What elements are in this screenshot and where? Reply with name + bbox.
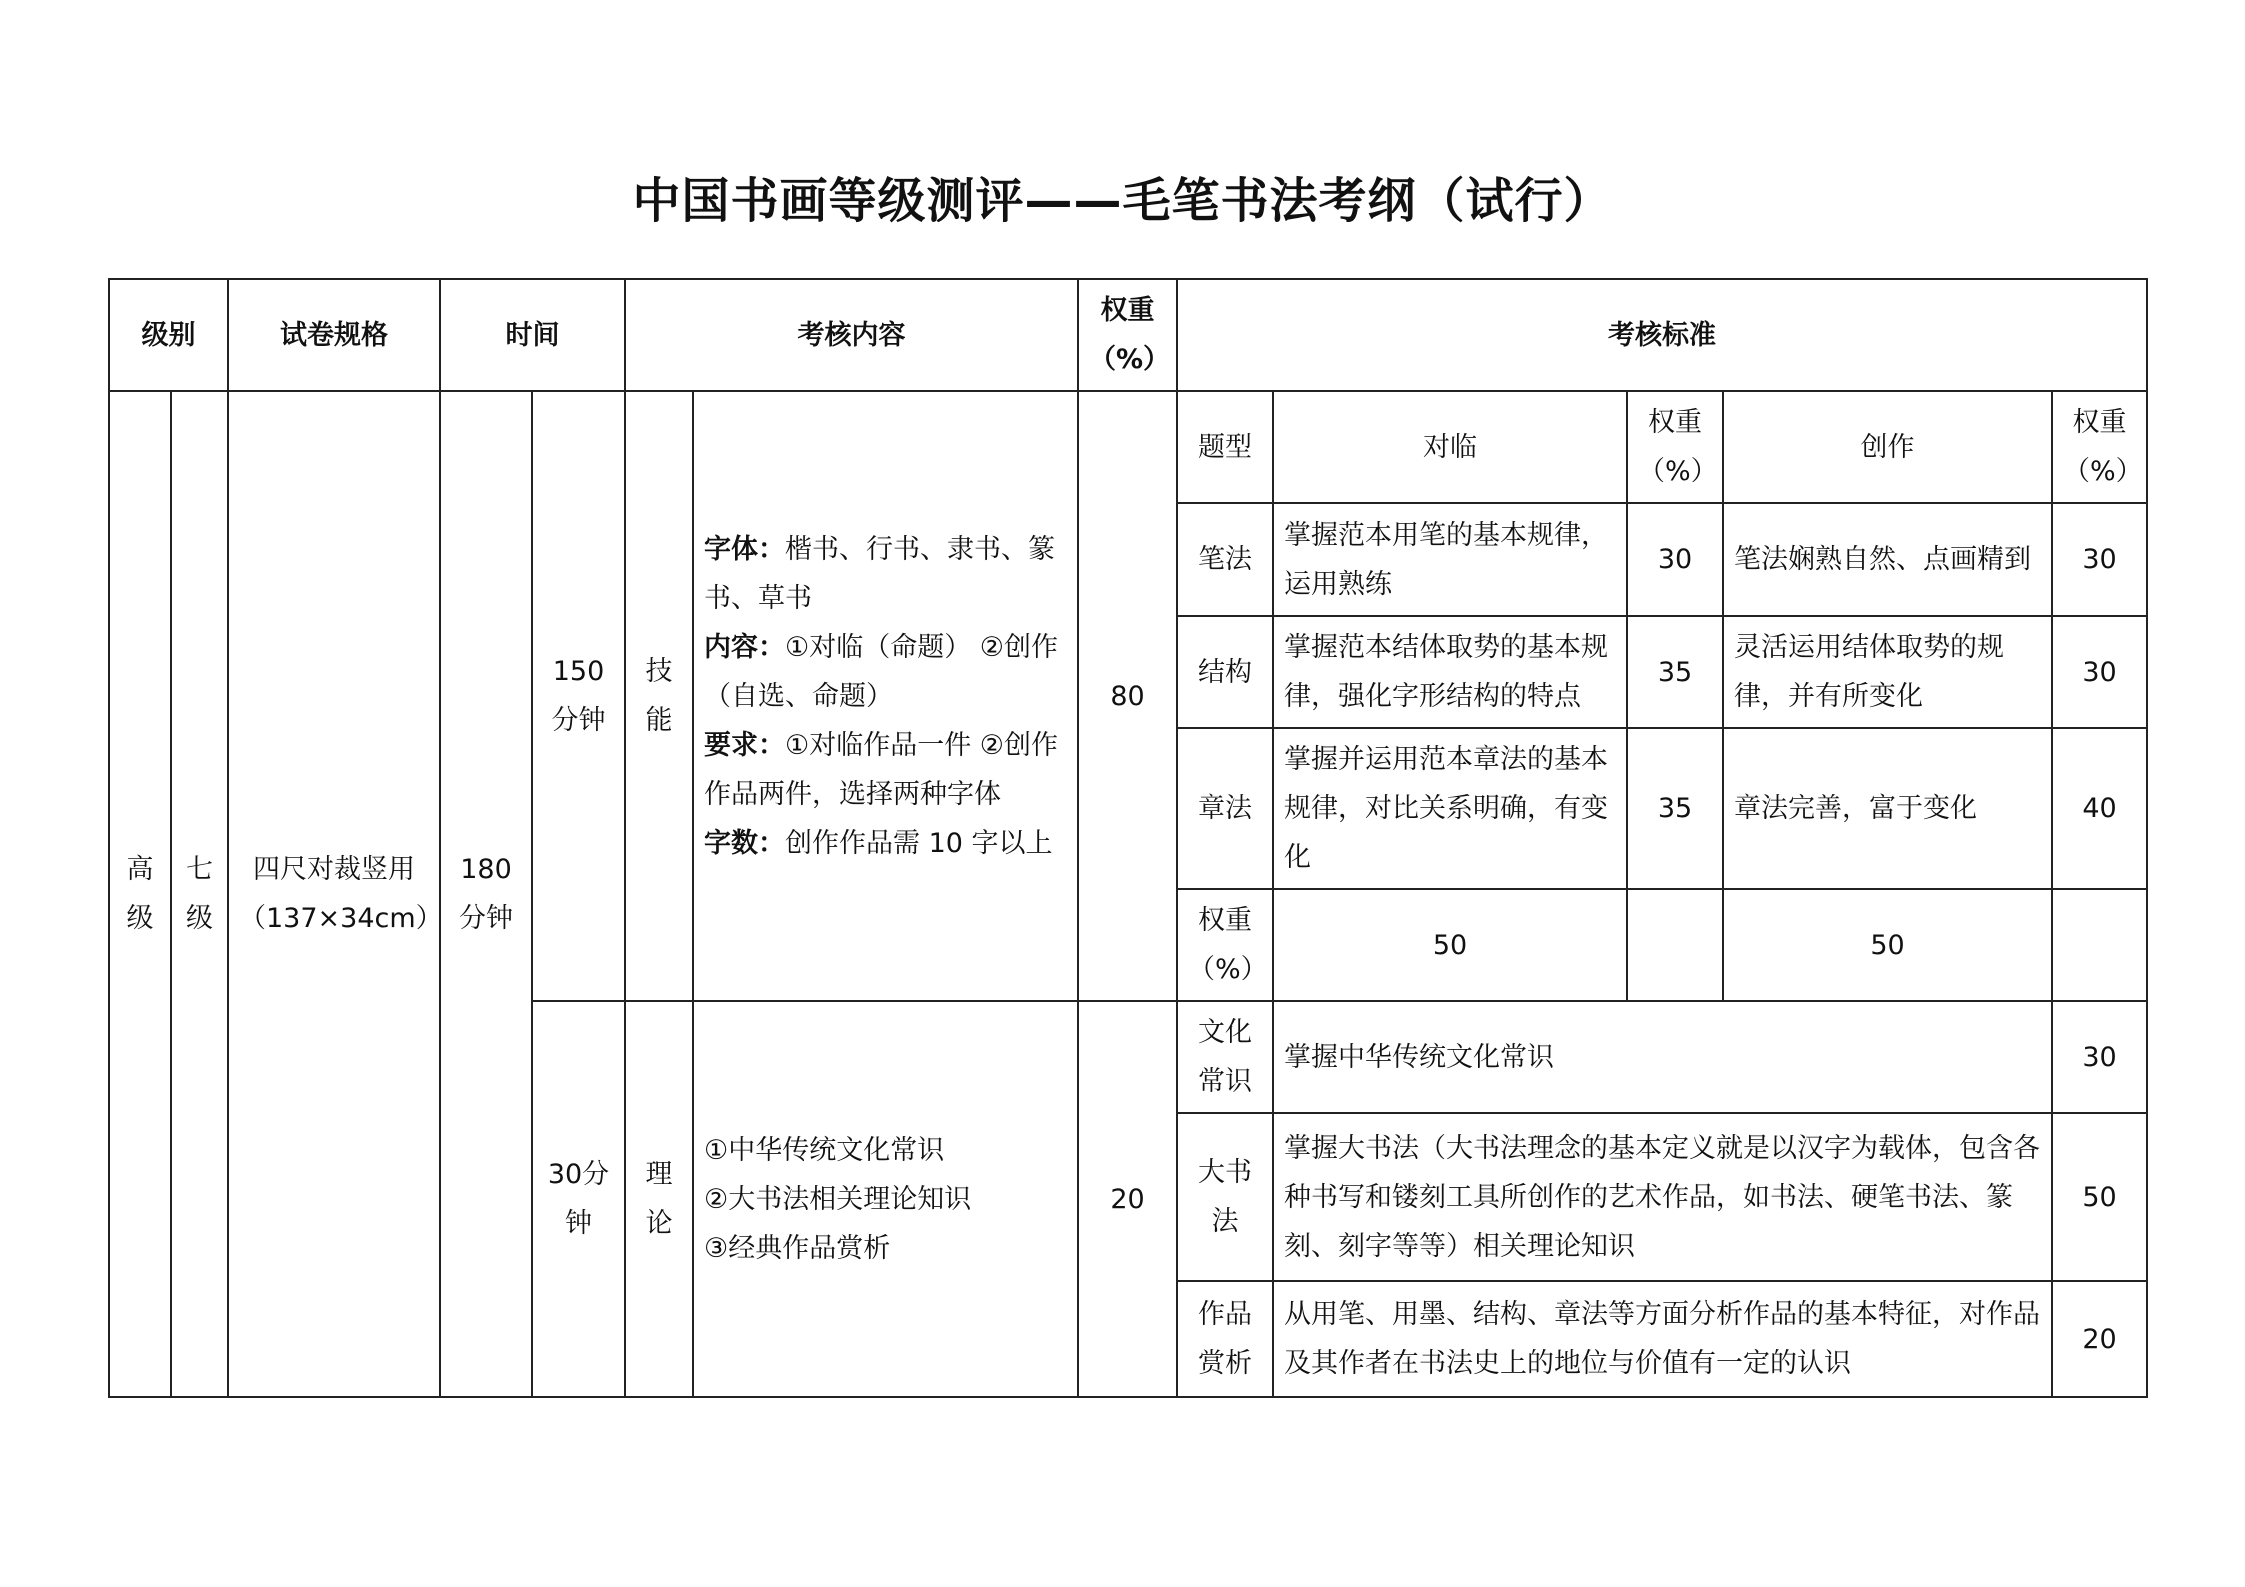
create-weight: 40 bbox=[2052, 728, 2147, 889]
skill-requirement-content: 内容：①对临（命题） ②创作（自选、命题） bbox=[704, 631, 1058, 712]
total-time: 180分钟 bbox=[440, 391, 532, 1397]
header-weight: 权重（%） bbox=[1078, 279, 1177, 391]
theory-item: ③经典作品赏析 bbox=[704, 1232, 891, 1264]
weight-row-label: 权重（%） bbox=[1177, 889, 1273, 1001]
sub-header-type: 题型 bbox=[1177, 391, 1273, 503]
theory-type: 文化常识 bbox=[1177, 1001, 1273, 1113]
weight-row-create-blank bbox=[2052, 889, 2147, 1001]
skill-type: 结构 bbox=[1177, 616, 1273, 728]
skill-weight: 80 bbox=[1078, 391, 1177, 1001]
skill-subheader-row bbox=[109, 391, 2147, 503]
skill-type: 笔法 bbox=[1177, 503, 1273, 616]
theory-standard: 掌握大书法（大书法理念的基本定义就是以汉字为载体，包含各种书写和镂刻工具所创作的艺术作品，如书法、硬笔书法、篆刻、刻字等等）相关理论知识 bbox=[1273, 1113, 2052, 1281]
theory-category: 理论 bbox=[625, 1001, 693, 1397]
theory-item: ①中华传统文化常识 bbox=[704, 1134, 945, 1166]
skill-requirements bbox=[693, 391, 1078, 1001]
theory-weight: 20 bbox=[1078, 1001, 1177, 1397]
theory-time: 30分钟 bbox=[532, 1001, 625, 1397]
copy-standard: 掌握范本结体取势的基本规律，强化字形结构的特点 bbox=[1273, 616, 1627, 728]
theory-row-weight: 30 bbox=[2052, 1001, 2147, 1113]
theory-row-weight: 50 bbox=[2052, 1113, 2147, 1281]
theory-row-weight: 20 bbox=[2052, 1281, 2147, 1397]
create-standard: 灵活运用结体取势的规律，并有所变化 bbox=[1723, 616, 2052, 728]
level-major: 高级 bbox=[109, 391, 171, 1397]
skill-type: 章法 bbox=[1177, 728, 1273, 889]
skill-requirement-font: 字体：楷书、行书、隶书、篆书、草书 bbox=[704, 533, 1055, 614]
header-content: 考核内容 bbox=[625, 279, 1078, 391]
header-paper-spec: 试卷规格 bbox=[228, 279, 440, 391]
syllabus-table bbox=[108, 278, 2148, 1398]
skill-category: 技能 bbox=[625, 391, 693, 1001]
sub-header-create: 创作 bbox=[1723, 391, 2052, 503]
level-minor: 七级 bbox=[171, 391, 228, 1397]
copy-weight: 30 bbox=[1627, 503, 1723, 616]
header-level: 级别 bbox=[109, 279, 228, 391]
sub-header-copy-weight: 权重（%） bbox=[1627, 391, 1723, 503]
theory-type: 大书法 bbox=[1177, 1113, 1273, 1281]
skill-time: 150分钟 bbox=[532, 391, 625, 1001]
copy-standard: 掌握范本用笔的基本规律，运用熟练 bbox=[1273, 503, 1627, 616]
document-title: 中国书画等级测评——毛笔书法考纲（试行） bbox=[632, 173, 1613, 229]
skill-requirement-demand: 要求：①对临作品一件 ②创作作品两件，选择两种字体 bbox=[704, 729, 1058, 810]
create-weight: 30 bbox=[2052, 616, 2147, 728]
theory-standard: 掌握中华传统文化常识 bbox=[1273, 1001, 2052, 1113]
header-time: 时间 bbox=[440, 279, 625, 391]
create-standard: 章法完善，富于变化 bbox=[1723, 728, 2052, 889]
theory-type: 作品赏析 bbox=[1177, 1281, 1273, 1397]
weight-row-copy: 50 bbox=[1273, 889, 1627, 1001]
create-standard: 笔法娴熟自然、点画精到 bbox=[1723, 503, 2052, 616]
theory-standard: 从用笔、用墨、结构、章法等方面分析作品的基本特征，对作品及其作者在书法史上的地位与价值有一定的认识 bbox=[1273, 1281, 2052, 1397]
skill-requirement-count: 字数：创作作品需 10 字以上 bbox=[704, 827, 1053, 859]
weight-row-copy-blank bbox=[1627, 889, 1723, 1001]
create-weight: 30 bbox=[2052, 503, 2147, 616]
theory-items bbox=[693, 1001, 1078, 1397]
copy-weight: 35 bbox=[1627, 616, 1723, 728]
sub-header-copy: 对临 bbox=[1273, 391, 1627, 503]
weight-row-create: 50 bbox=[1723, 889, 2052, 1001]
theory-item: ②大书法相关理论知识 bbox=[704, 1183, 972, 1215]
header-standard: 考核标准 bbox=[1177, 279, 2147, 391]
sub-header-create-weight: 权重（%） bbox=[2052, 391, 2147, 503]
copy-weight: 35 bbox=[1627, 728, 1723, 889]
paper-spec: 四尺对裁竖用（137×34cm） bbox=[228, 391, 440, 1397]
header-row bbox=[109, 279, 2147, 391]
copy-standard: 掌握并运用范本章法的基本规律，对比关系明确，有变化 bbox=[1273, 728, 1627, 889]
